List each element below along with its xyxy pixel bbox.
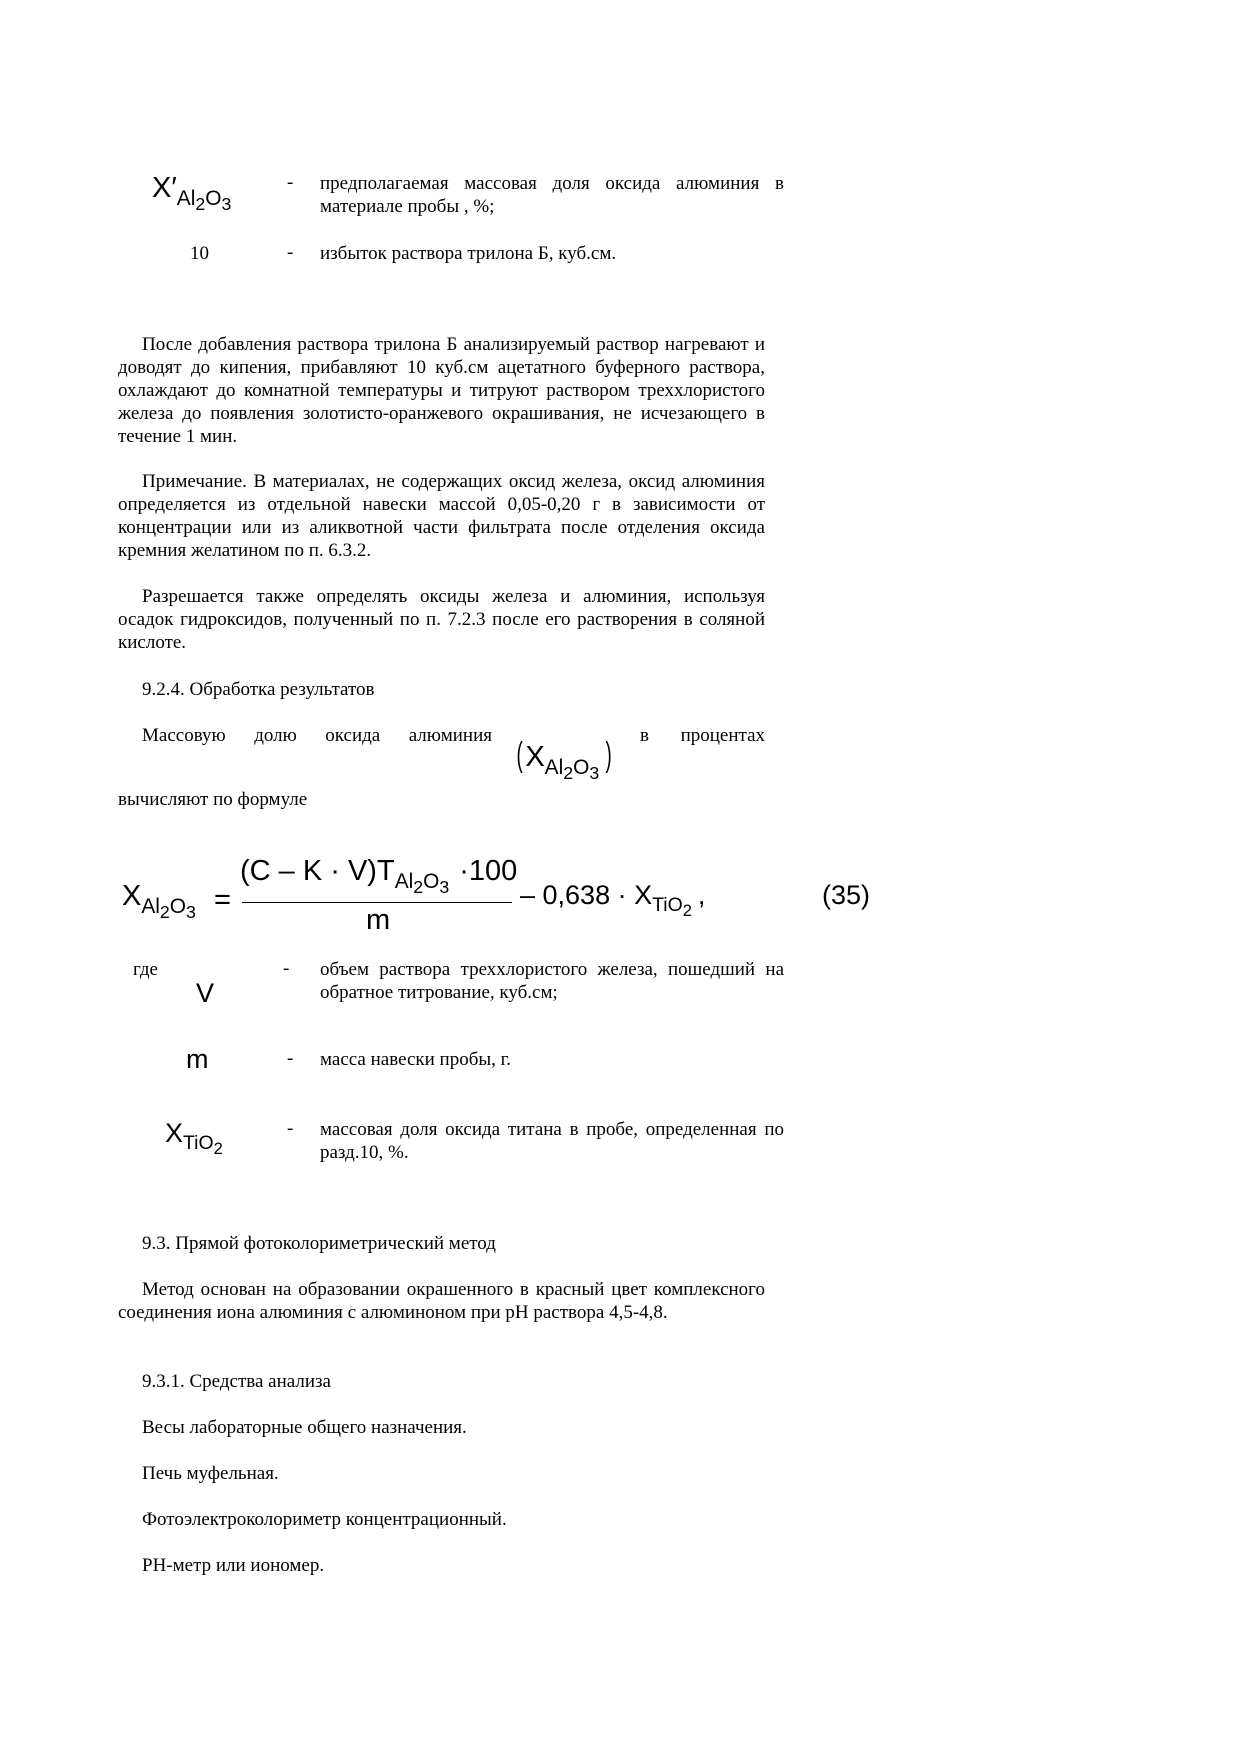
paragraph-mass-fraction-line1 (142, 724, 492, 747)
symbol-ten: 10 (190, 243, 209, 264)
formula-number: (35) (822, 880, 871, 910)
fraction-bar (242, 902, 512, 903)
heading-9-3-1: 9.3.1. Средства анализа (142, 1371, 331, 1392)
definition-dash: - (287, 242, 294, 263)
formula-denominator: m (366, 904, 391, 936)
symbol-x-tio2: $X_{TiO_2}$ (165, 1118, 223, 1158)
paragraph-method: Метод основан на образовании окрашенного в красный цвет комплексного соединения иона алюминия с алюминоном при pH раствора 4,5-4,8. (118, 1279, 765, 1323)
list-item: Печь муфельная. (142, 1463, 279, 1484)
where-label: где (133, 959, 158, 980)
word: алюминия (408, 725, 492, 746)
symbol-x-prime-al2o3: $X'_{Al2O3}$ (152, 172, 232, 214)
definition-text-volume: объем раствора треххлористого железа, пошедший на обратное титрование, куб.см; (320, 959, 784, 1003)
paragraph-mass-fraction-line2: вычисляют по формуле (118, 789, 308, 810)
inline-symbol-x-al2o3: ($X_{Al2O3}$ ) (516, 736, 613, 783)
paragraph-mass-fraction-tail (640, 724, 765, 747)
formula-equals: = (214, 884, 231, 916)
formula-minus-term: – $0,638 \cdot X_{TiO_2}$, (520, 880, 706, 920)
definition-dash: - (287, 172, 294, 193)
formula-numerator: $(C - K \cdot V)T_{Al2O3} \cdot 100$ (240, 855, 518, 897)
definition-text-titanium: массовая доля оксида титана в пробе, определенная по разд.10, %. (320, 1119, 784, 1163)
list-item: Фотоэлектроколориметр концентрационный. (142, 1509, 507, 1530)
list-item: PH-метр или иономер. (142, 1555, 325, 1576)
symbol-m: m (186, 1044, 209, 1074)
word: Массовую (142, 725, 226, 746)
list-item: Весы лабораторные общего назначения. (142, 1417, 467, 1438)
paragraph-hydroxides: Разрешается также определять оксиды железа и алюминия, используя осадок гидроксидов, полученный по п. 7.2.3 после его растворения в соляной кислоте. (118, 586, 765, 653)
word: оксида (325, 725, 381, 746)
definition-dash: - (287, 1118, 294, 1139)
definition-text-mass: масса навески пробы, г. (320, 1049, 512, 1070)
symbol-v: V (196, 978, 215, 1008)
formula-lhs: $X_{Al2O3}$ (122, 880, 196, 922)
paragraph-heating: После добавления раствора трилона Б анализируемый раствор нагревают и доводят до кипения, прибавляют 10 куб.см ацетатного буферного раствора, охлаждают до комнатной температуры и титруют раствором треххлористого железа до появления золотисто-оранжевого окрашивания, не исчезающего в течение 1 мин. (118, 334, 765, 447)
paragraph-note: Примечание. В материалах, не содержащих оксид железа, оксид алюминия определяется из отдельной навески массой 0,05-0,20 г в зависимости от концентрации или из аликвотной части фильтрата после отделения оксида кремния желатином по п. 6.3.2. (118, 471, 765, 561)
definition-dash: - (287, 1048, 294, 1069)
definition-dash: - (283, 958, 290, 979)
word: в (640, 725, 649, 746)
word: долю (254, 725, 297, 746)
heading-9-3: 9.3. Прямой фотоколориметрический метод (142, 1233, 496, 1254)
definition-text-excess: избыток раствора трилона Б, куб.см. (320, 243, 617, 264)
word: процентах (680, 725, 765, 746)
definition-text-assumed-fraction: предполагаемая массовая доля оксида алюминия в материале пробы , %; (320, 173, 784, 217)
heading-9-2-4: 9.2.4. Обработка результатов (142, 679, 375, 700)
